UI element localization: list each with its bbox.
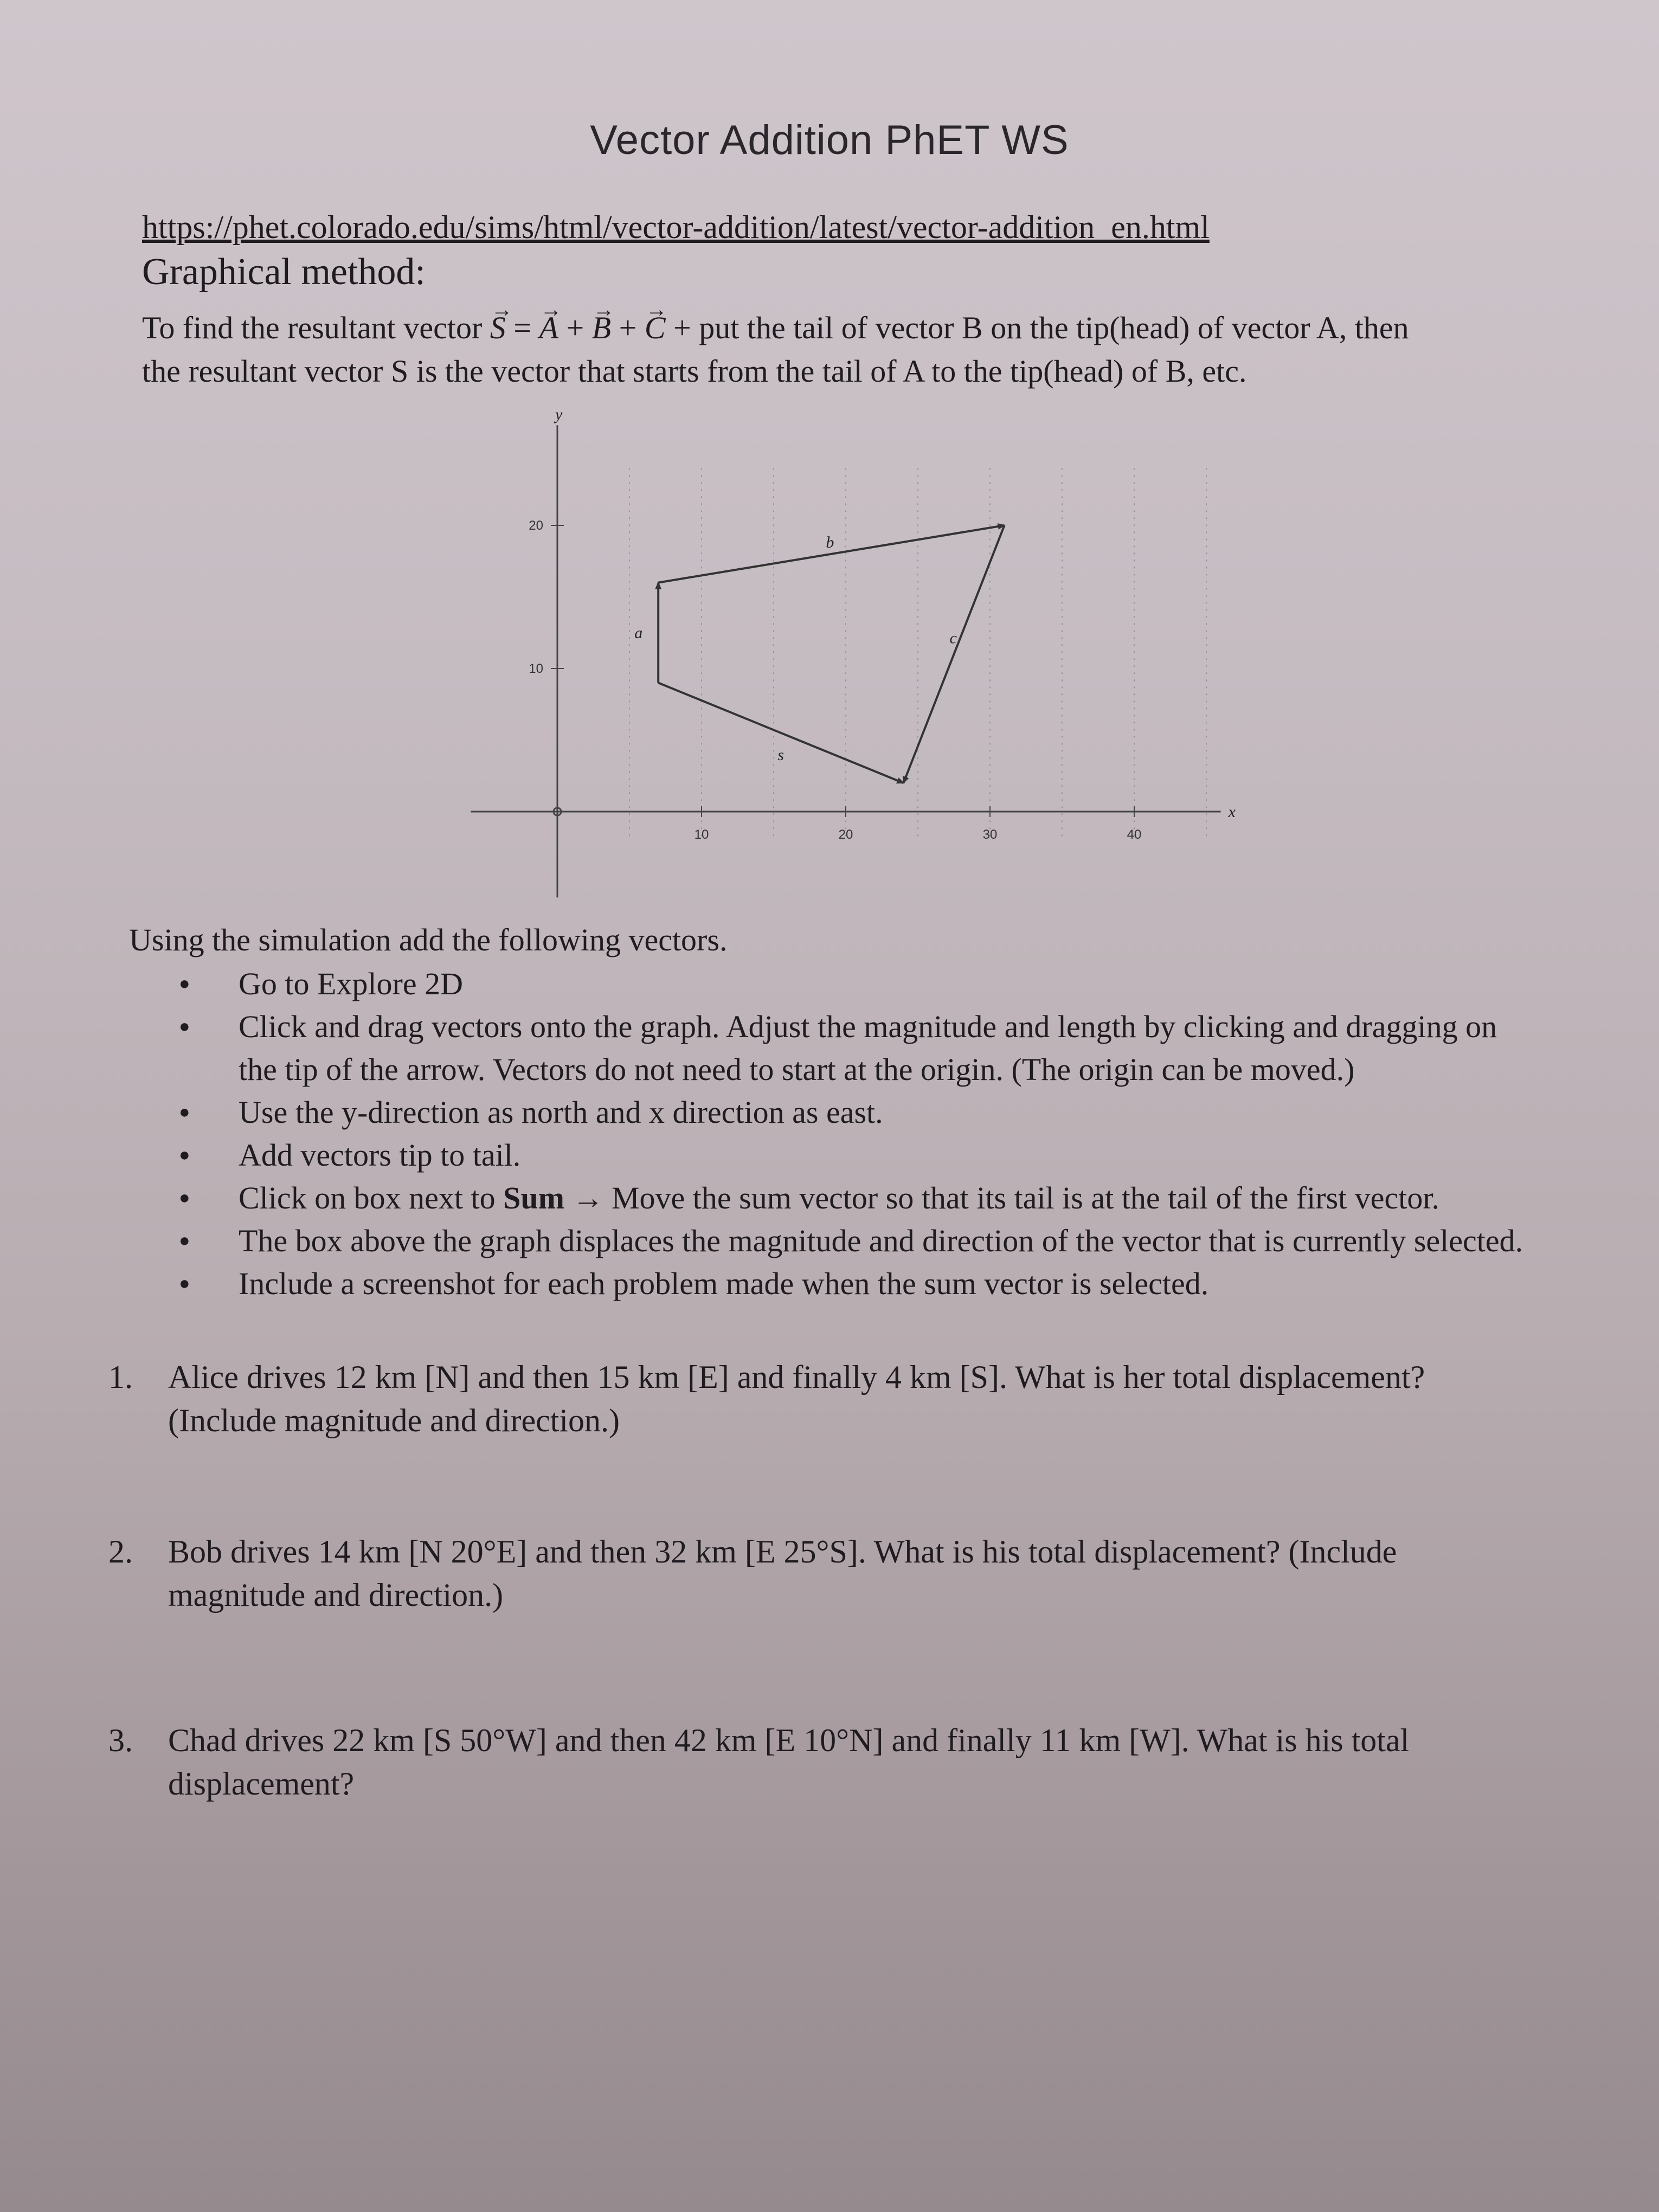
y-tick-labels <box>529 518 564 676</box>
intro-plus-1: + <box>558 310 592 345</box>
vector-a-label: a <box>634 624 643 642</box>
instruction-item-line: the tip of the arrow. Vectors do not need to start at the origin. (The origin can be moved.) <box>239 1052 1355 1087</box>
question-text <box>168 1355 1605 1442</box>
instruction-item: ● Use the y-direction as north and x direction as east. <box>173 1091 1637 1134</box>
x-tick-label: 30 <box>982 827 998 842</box>
question-line: displacement? <box>168 1766 355 1802</box>
instruction-item-line: ● Click and drag vectors onto the graph. Adjust the magnitude and length by clicking and dragging on <box>239 1009 1497 1044</box>
intro-line-1 <box>142 306 1595 350</box>
figure-grid <box>554 468 1206 840</box>
question-number: 2. <box>108 1534 133 1570</box>
question-line: (Include magnitude and direction.) <box>168 1403 620 1438</box>
sum-keyword: Sum <box>503 1180 564 1216</box>
intro-paragraph <box>142 306 1595 393</box>
question-line: magnitude and direction.) <box>168 1577 504 1613</box>
question-text <box>168 1530 1605 1617</box>
intro-rest: + put the tail of vector B on the tip(head) of vector A, then <box>665 310 1409 345</box>
instructions-lead: Using the simulation add the following vectors. <box>129 922 728 957</box>
vector-b-label: b <box>826 533 834 551</box>
vector-c-label: c <box>949 629 957 647</box>
x-tick-label: 10 <box>694 827 709 842</box>
question-line: Alice drives 12 km [N] and then 15 km [E] and finally 4 km [S]. What is her total displacement? <box>168 1359 1425 1395</box>
intro-plus-2: + <box>611 310 645 345</box>
question-number: 3. <box>108 1722 133 1758</box>
instruction-item: ● Include a screenshot for each problem made when the sum vector is selected. <box>173 1262 1637 1305</box>
vector-b-symbol: → B <box>592 306 611 350</box>
graphical-method-heading: Graphical method: <box>142 251 426 293</box>
vector-s-symbol: → S <box>490 306 506 350</box>
intro-prefix: To find the resultant vector <box>142 310 490 345</box>
vector-addition-figure <box>455 406 1258 903</box>
question-line: Bob drives 14 km [N 20°E] and then 32 km [E 25°S]. What is his total displacement? (Include <box>168 1534 1397 1570</box>
y-axis-label: y <box>555 406 563 424</box>
question-text <box>168 1719 1605 1805</box>
vector-c-arrow <box>903 525 1004 783</box>
question-line: Chad drives 22 km [S 50°W] and then 42 km [E 10°N] and finally 11 km [W]. What is his total <box>168 1722 1410 1758</box>
instruction-item: ● Add vectors tip to tail. <box>173 1134 1637 1176</box>
worksheet-title: Vector Addition PhET WS <box>590 117 1069 163</box>
instruction-text: Click on box next to <box>239 1180 504 1216</box>
intro-line-2: the resultant vector S is the vector that starts from the tail of A to the tip(head) of B, etc. <box>142 353 1247 389</box>
vector-s-label: s <box>777 745 784 764</box>
vector-c-symbol: → C <box>645 306 666 350</box>
instruction-item <box>173 1005 1637 1091</box>
instruction-item <box>173 1176 1637 1219</box>
arrow-icon: → <box>564 1180 612 1216</box>
vector-a-symbol: → A <box>539 306 558 350</box>
x-axis-label: x <box>1228 803 1236 821</box>
instruction-item: ● The box above the graph displaces the magnitude and direction of the vector that is currently selected. <box>173 1219 1637 1262</box>
x-tick-label: 20 <box>838 827 853 842</box>
phet-simulation-link[interactable]: https://phet.colorado.edu/sims/html/vector-addition/latest/vector-addition_en.html <box>142 209 1210 245</box>
instruction-list <box>173 962 1637 1305</box>
y-tick-label: 10 <box>529 661 543 676</box>
vector-s-arrow <box>658 683 903 783</box>
intro-equals: = <box>505 310 539 345</box>
instruction-text: Move the sum vector so that its tail is at the tail of the first vector. <box>611 1180 1439 1216</box>
instruction-item: ● Go to Explore 2D <box>173 962 1637 1005</box>
y-tick-label: 20 <box>529 518 543 533</box>
x-tick-label: 40 <box>1127 827 1142 842</box>
question-number: 1. <box>108 1359 133 1395</box>
